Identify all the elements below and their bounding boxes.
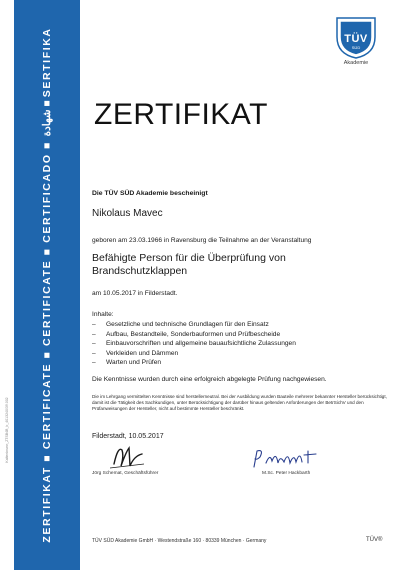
qualification-title: Befähigte Person für die Überprüfung von Brandschutzklappen: [92, 252, 286, 277]
logo-small-text: SÜD: [351, 45, 361, 50]
signer-left-name: Jörg Schemat, Geschäftsführer: [92, 471, 159, 476]
logo-subtitle: Akademie: [343, 60, 369, 66]
list-item: – Aufbau, Bestandteile, Sonderbauformen und Prüfbescheide: [92, 330, 281, 338]
event-date-line: am 10.05.2017 in Filderstadt.: [92, 290, 178, 297]
recipient-name: Nikolaus Mavec: [92, 208, 163, 219]
tuv-sud-logo: [328, 15, 384, 73]
list-item: – Verkleiden und Dämmen: [92, 349, 179, 357]
side-reference-code-text: Kaltenbrunn_ZTSB4B_b_4013240/39.002: [5, 397, 9, 463]
list-item: – Einbauvorschriften und allgemeine bauaufsichtliche Zulassungen: [92, 340, 296, 348]
list-item: – Warten und Prüfen: [92, 359, 162, 367]
signature-right: [250, 447, 320, 471]
contents-list: [92, 320, 296, 368]
band-text: ZERTIFIKAT ■ CERTIFICATE ■ CERTIFICATE ■ CERTIFICADO ■ شهادة ■ SERTIFIKA: [41, 27, 53, 543]
intro-line: Die TÜV SÜD Akademie bescheinigt: [92, 190, 208, 197]
birth-line: geboren am 23.03.1966 in Ravensburg die Teilnahme an der Veranstaltung: [92, 237, 312, 244]
exam-statement: Die Kenntnisse wurden durch eine erfolgreich abgelegte Prüfung nachgewiesen.: [92, 376, 327, 383]
place-and-date: Filderstadt, 10.05.2017: [92, 433, 164, 440]
footer-address: TÜV SÜD Akademie GmbH · Westendstraße 160 · 80339 München · Germany: [92, 538, 267, 544]
list-item: – Gesetzliche und technische Grundlagen für den Einsatz: [92, 321, 269, 328]
contents-label: Inhalte:: [92, 311, 114, 318]
certificate-title: ZERTIFIKAT: [94, 98, 268, 131]
signer-right-name: M.Sc. Peter Hackbarth: [262, 471, 311, 476]
certificate-band: [14, 0, 80, 570]
fine-print: Die im Lehrgang vermittelten Kenntnisse sind herstellerneutral. Bei der Ausbildung wurden Bauteile mehrerer bekannter Hersteller berücksichtigt, damit ist die Tätigkeit des Sachkundigen, unter Berücksichtigung der darüber hinaus geltenden Anforderungen der BetrSichV und den Prüfanweisungen der Hersteller, nicht auf bestimmte Hersteller beschränkt.: [92, 394, 387, 412]
side-reference-code: [2, 300, 12, 560]
footer-trademark: TÜV®: [366, 537, 383, 543]
signature-left: [108, 442, 148, 472]
logo-main-text: TÜV: [344, 33, 368, 45]
